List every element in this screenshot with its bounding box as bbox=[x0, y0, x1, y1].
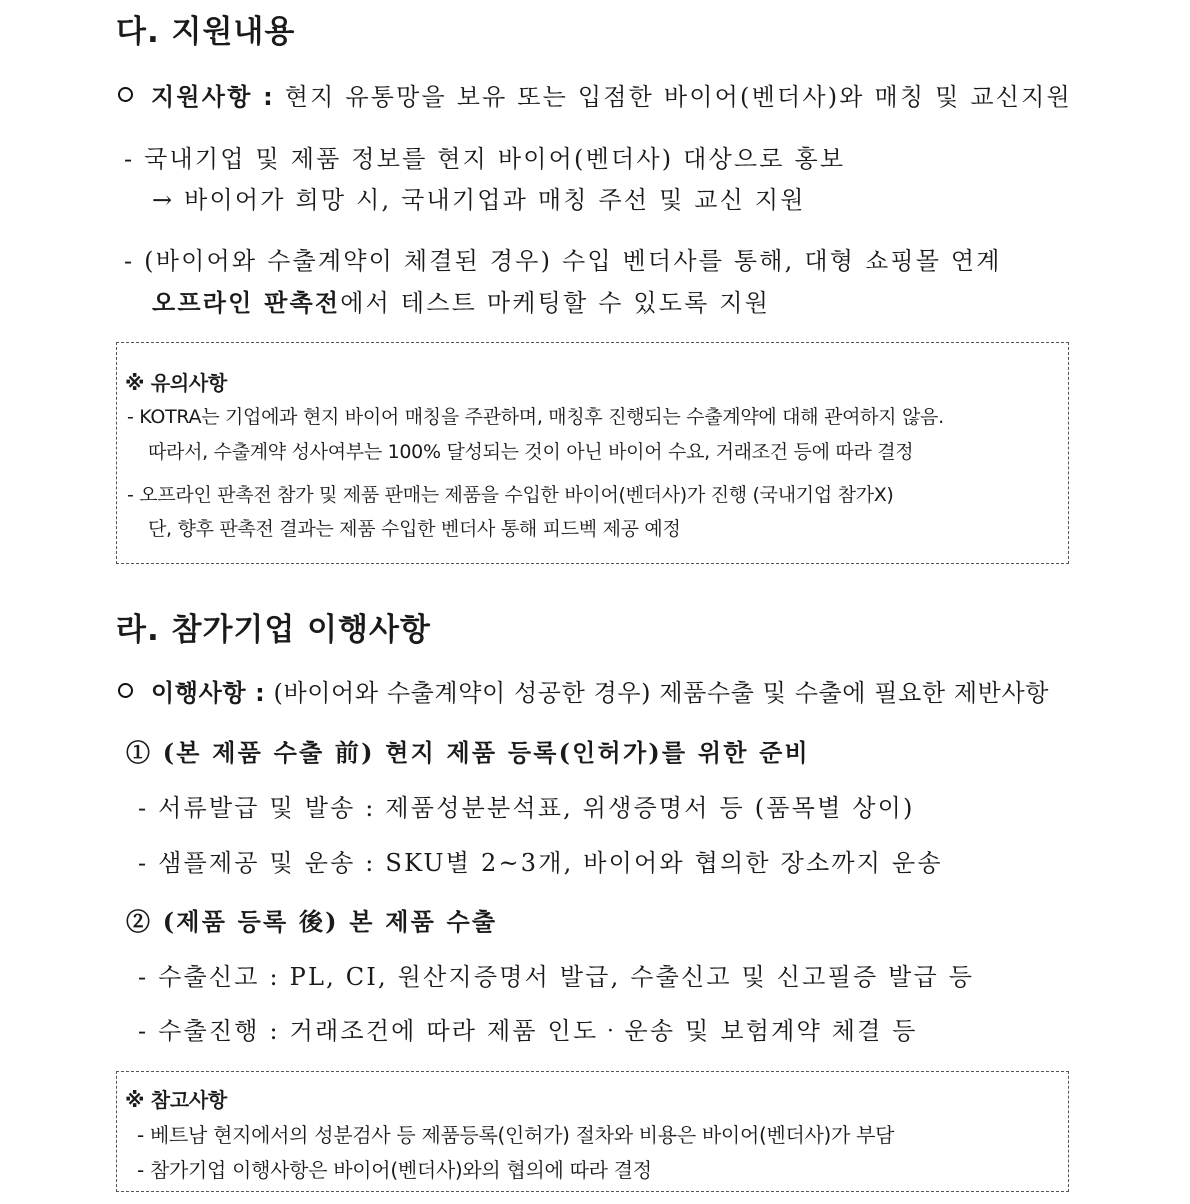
offline-promotion-label: 오프라인 판촉전 bbox=[152, 289, 341, 317]
support-line bbox=[118, 77, 1072, 112]
duty-line bbox=[118, 673, 1049, 708]
step1-title: ① (본 제품 수출 前) 현지 제품 등록(인허가)를 위한 준비 bbox=[126, 738, 810, 767]
reference-title: ※ 참고사항 bbox=[125, 1088, 227, 1112]
notice-box bbox=[116, 342, 1069, 564]
notice-line: 따라서, 수출계약 성사여부는 100% 달성되는 것이 아닌 바이어 수요, 거래조건 등에 따라 결정 bbox=[148, 441, 914, 463]
notice-title: ※ 유의사항 bbox=[125, 371, 227, 395]
support-text: 현지 유통망을 보유 또는 입점한 바이어(벤더사)와 매칭 및 교신지원 bbox=[284, 83, 1072, 111]
step1-item: - 서류발급 및 발송 : 제품성분분석표, 위생증명서 등 (품목별 상이) bbox=[138, 794, 915, 822]
duty-label: 이행사항 : bbox=[151, 679, 266, 707]
step2-title: ② (제품 등록 後) 본 제품 수출 bbox=[126, 907, 498, 936]
support-item-1-line2: → 바이어가 희망 시, 국내기업과 매칭 주선 및 교신 지원 bbox=[152, 186, 806, 214]
step2-item: - 수출신고 : PL, CI, 원산지증명서 발급, 수출신고 및 신고필증 발급 등 bbox=[138, 963, 975, 991]
step1-item: - 샘플제공 및 운송 : SKU별 2~3개, 바이어와 협의한 장소까지 운송 bbox=[138, 849, 943, 877]
circle-bullet-icon bbox=[118, 87, 133, 102]
notice-line: - 오프라인 판촉전 참가 및 제품 판매는 제품을 수입한 바이어(벤더사)가 진행 (국내기업 참가X) bbox=[127, 484, 894, 506]
reference-line: - 베트남 현지에서의 성분검사 등 제품등록(인허가) 절차와 비용은 바이어(벤더사)가 부담 bbox=[137, 1123, 895, 1147]
support-label: 지원사항 : bbox=[151, 83, 275, 111]
step2-item: - 수출진행 : 거래조건에 따라 제품 인도‧운송 및 보험계약 체결 등 bbox=[138, 1017, 918, 1045]
circle-bullet-icon bbox=[118, 683, 133, 698]
notice-line: - KOTRA는 기업에과 현지 바이어 매칭을 주관하며, 매칭후 진행되는 수출계약에 대해 관여하지 않음. bbox=[127, 406, 944, 428]
duty-text: (바이어와 수출계약이 성공한 경우) 제품수출 및 수출에 필요한 제반사항 bbox=[273, 679, 1050, 707]
section-da-heading: 다. 지원내용 bbox=[116, 14, 296, 50]
section-ra-heading: 라. 참가기업 이행사항 bbox=[116, 612, 431, 648]
reference-line: - 참가기업 이행사항은 바이어(벤더사)와의 협의에 따라 결정 bbox=[137, 1158, 652, 1182]
support-item-2-line2: 오프라인 판촉전에서 테스트 마케팅할 수 있도록 지원 bbox=[152, 289, 771, 317]
support-item-2-line1: - (바이어와 수출계약이 체결된 경우) 수입 벤더사를 통해, 대형 쇼핑몰 연계 bbox=[124, 247, 1002, 275]
reference-box bbox=[116, 1071, 1069, 1192]
notice-line: 단, 향후 판촉전 결과는 제품 수입한 벤더사 통해 피드벡 제공 예정 bbox=[148, 518, 681, 540]
support-item-1-line1: - 국내기업 및 제품 정보를 현지 바이어(벤더사) 대상으로 홍보 bbox=[124, 145, 846, 173]
